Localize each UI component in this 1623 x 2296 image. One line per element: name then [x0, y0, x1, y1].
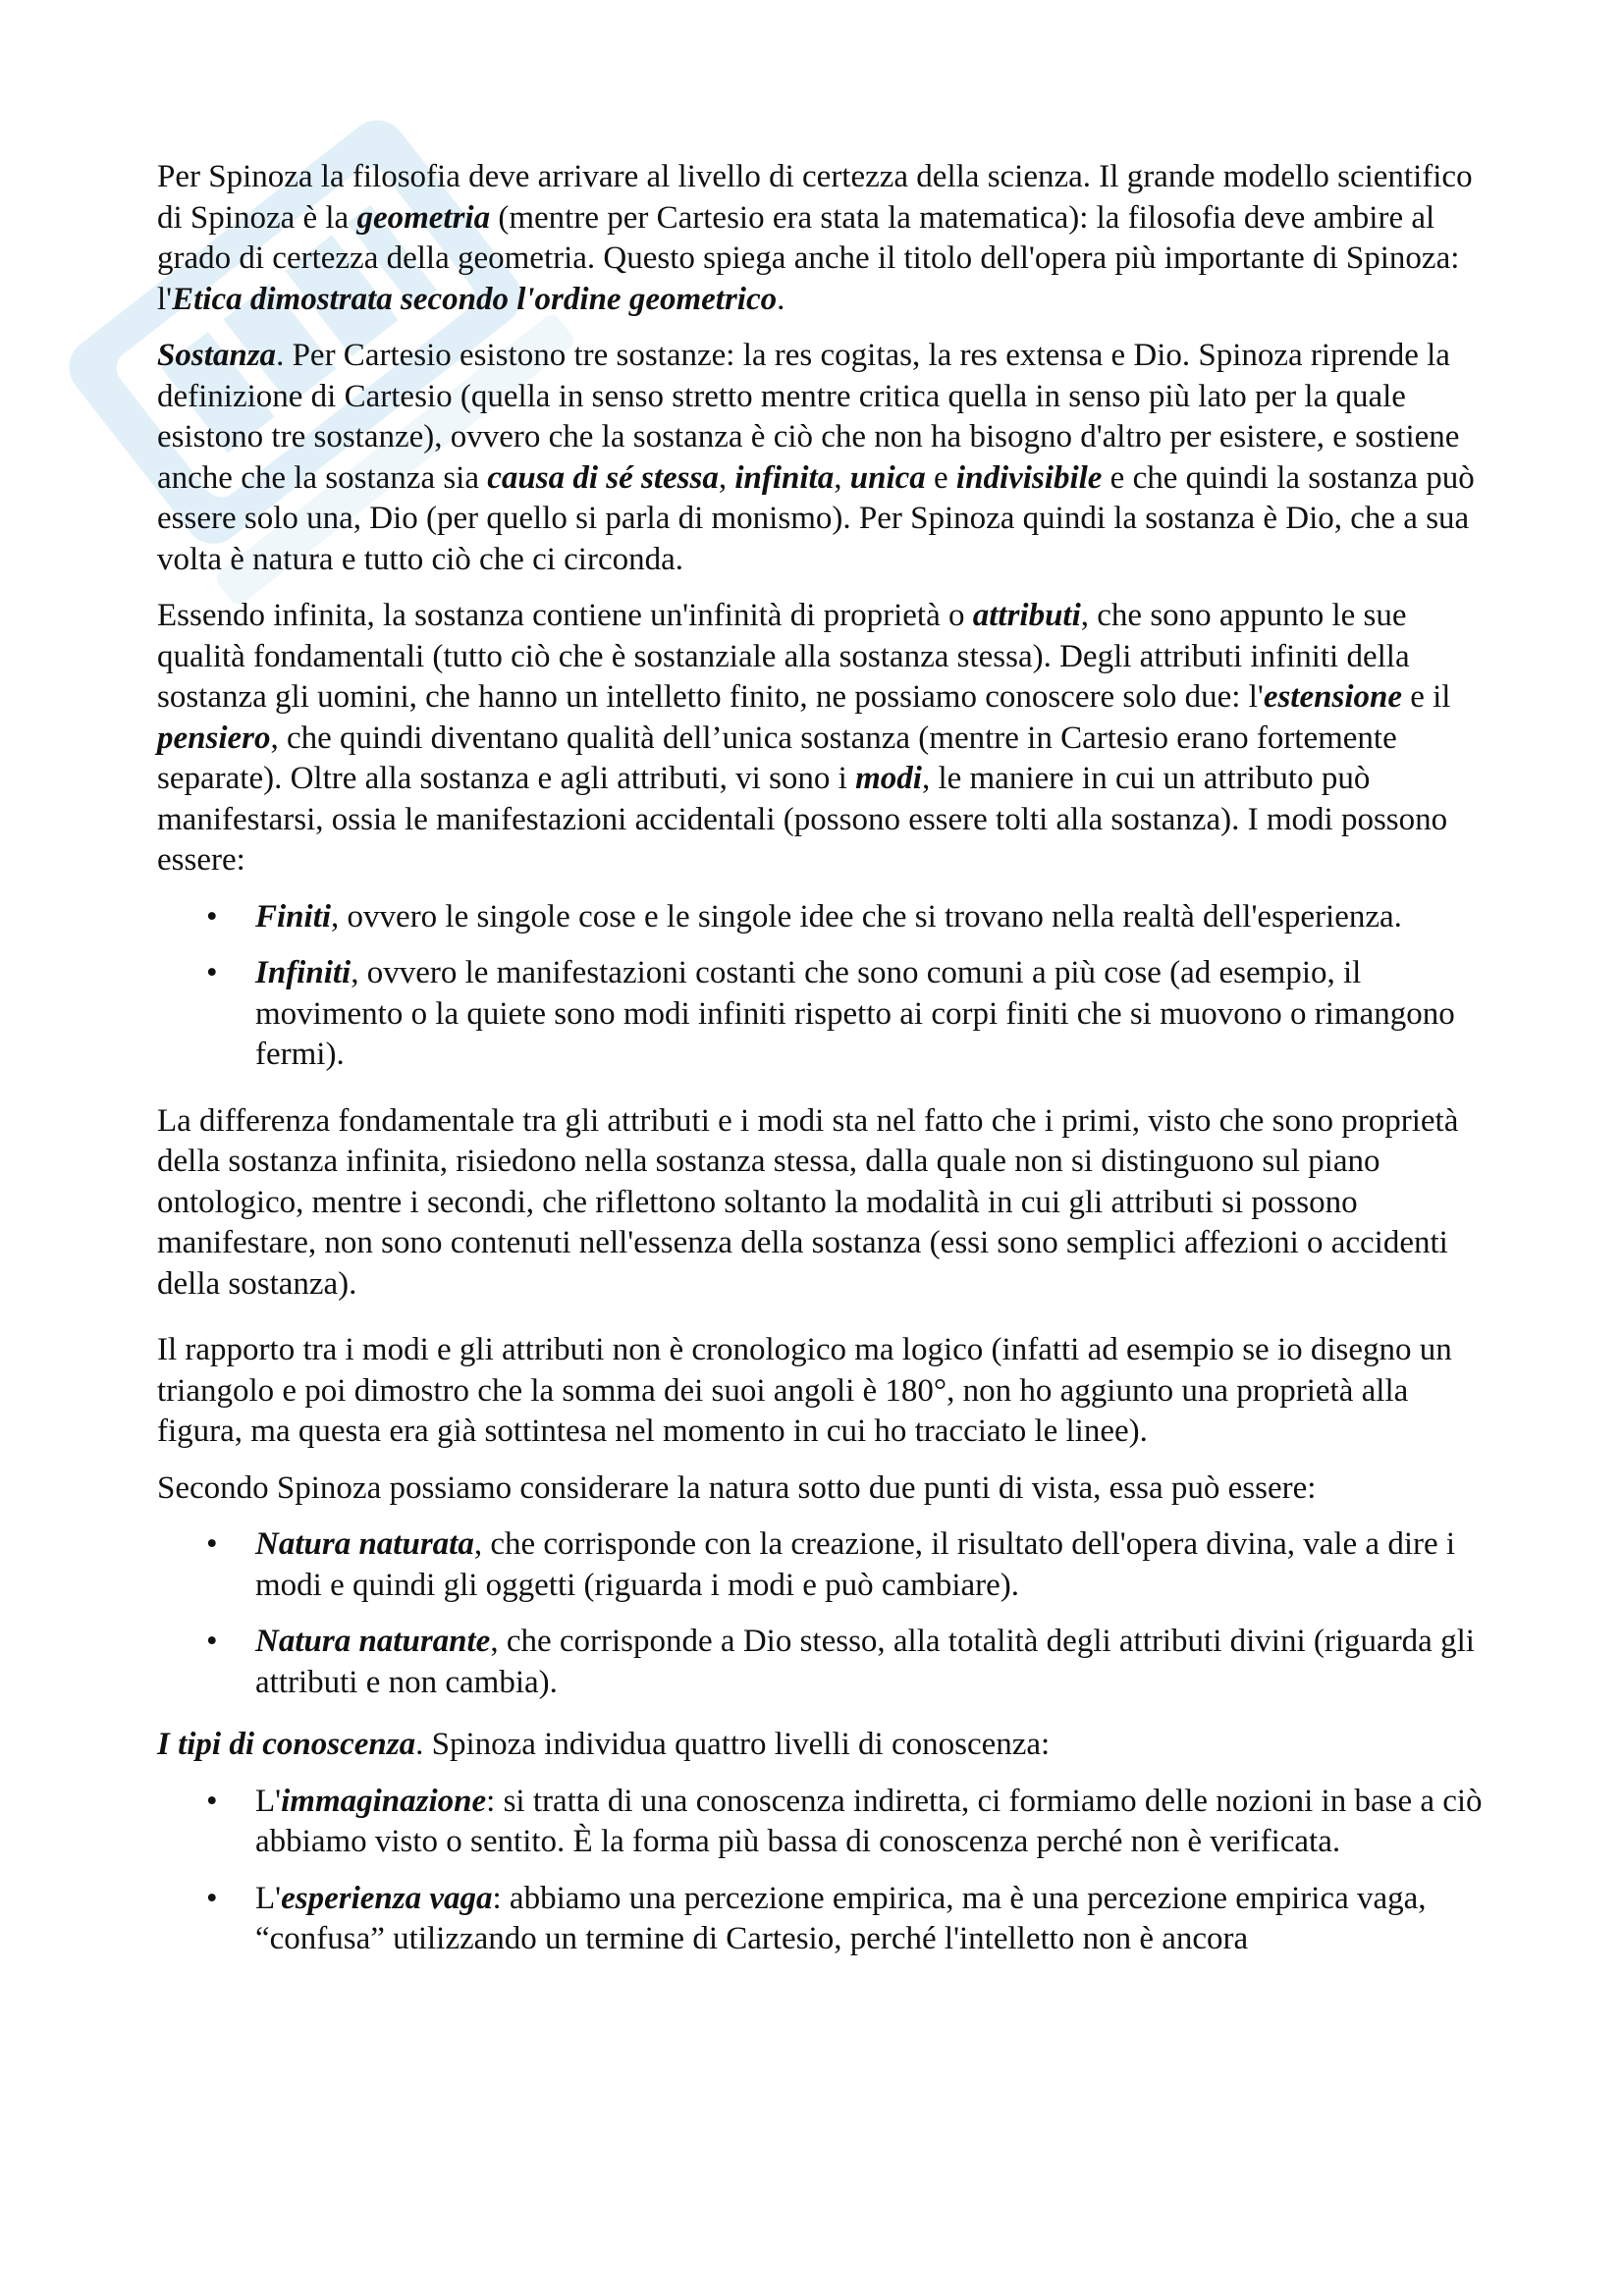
list-item-text: , che corrisponde con la creazione, il risultato dell'opera divina, vale a dire i modi e quindi gli oggetti (riguarda i modi e può cambiare). — [255, 1526, 1456, 1603]
text: , che quindi diventano qualità dell’unica sostanza (mentre in Cartesio erano fortemente separate). Oltre alla sostanza e agli attributi, vi sono i — [157, 720, 1397, 796]
term-etica: Etica dimostrata secondo l'ordine geometrico — [172, 281, 778, 317]
list-item — [157, 1782, 1492, 1863]
paragraph-differenza: La differenza fondamentale tra gli attributi e i modi sta nel fatto che i primi, visto che sono proprietà della sostanza infinita, risiedono nella sostanza stessa, dalla quale non si distinguono sul piano ontologico, mentre i secondi, che riflettono soltanto la modalità in cui gli attributi si possono manifestare, non sono contenuti nell'essenza della sostanza (essi sono semplici affezioni o accidenti della sostanza). — [157, 1102, 1459, 1302]
list-item-term: immaginazione — [281, 1783, 487, 1819]
list-item — [157, 1879, 1492, 1960]
text: , che sono appunto le sue qualità fondamentali (tutto ciò che è sostanziale alla sostanza stessa). Degli attributi infiniti della sostanza gli uomini, che hanno un intelletto finito, ne possiamo conoscere solo due: l' — [157, 598, 1410, 715]
list-item-term: esperienza vaga — [281, 1880, 493, 1916]
paragraph-natura: Secondo Spinoza possiamo considerare la natura sotto due punti di vista, essa può essere: — [157, 1469, 1317, 1506]
text: . Per Cartesio esistono tre sostanze: la res cogitas, la res extensa e Dio. Spinoza riprende la definizione di Cartesio (quella in senso stretto mentre critica quella in senso più lato per la quale esistono tre sostanze), ovvero che la sostanza è ciò che non ha bisogno d'altro per esistere, e sostiene anche che la sostanza sia — [157, 338, 1460, 496]
text: Essendo infinita, la sostanza contiene un'infinità di proprietà o — [157, 598, 973, 633]
paragraph-attributi — [157, 596, 1492, 881]
paragraph-sostanza — [157, 336, 1492, 580]
term-attributi: attributi — [972, 598, 1081, 633]
list-conoscenza — [157, 1782, 1492, 1960]
paragraph-conoscenza — [157, 1725, 1492, 1766]
text: , le maniere in cui un attributo può manifestarsi, ossia le manifestazioni accidentali (possono essere tolti alla sostanza). I modi possono essere: — [157, 761, 1448, 878]
heading-sostanza: Sostanza — [157, 338, 277, 373]
list-item-prefix: L' — [255, 1880, 282, 1916]
text: e — [925, 459, 956, 496]
term-infinita: infinita — [734, 459, 835, 496]
list-item-text: , ovvero le singole cose e le singole idee che si trovano nella realtà dell'esperienza. — [331, 898, 1402, 934]
term-estensione: estensione — [1263, 679, 1402, 715]
list-item-term: Natura naturante — [255, 1624, 491, 1659]
text: , — [718, 459, 735, 496]
paragraph-intro — [157, 157, 1492, 320]
text: . — [777, 281, 785, 317]
list-item — [157, 1622, 1492, 1703]
term-modi: modi — [855, 761, 922, 796]
term-indivisibile: indivisibile — [955, 459, 1103, 496]
list-item-text: , ovvero le manifestazioni costanti che sono comuni a più cose (ad esempio, il movimento o la quiete sono modi infiniti rispetto ai corpi finiti che si muovono o rimangono fermi). — [255, 955, 1455, 1072]
list-item-text: : abbiamo una percezione empirica, ma è una percezione empirica vaga, “confusa” utilizzando un termine di Cartesio, perché l'intelletto non è ancora — [255, 1880, 1427, 1956]
text: . Spinoza individua quattro livelli di conoscenza: — [415, 1727, 1051, 1762]
list-item — [157, 953, 1492, 1076]
list-item-term: Finiti — [255, 898, 332, 934]
document-body — [157, 157, 1492, 1982]
term-causa-di-se: causa di sé stessa — [487, 459, 719, 496]
list-item — [157, 897, 1492, 938]
text: (mentre per Cartesio era stata la matematica): la filosofia deve ambire al grado di certezza della geometria. Questo spiega anche il titolo dell'opera più importante di Spinoza: l' — [157, 199, 1460, 317]
term-unica: unica — [849, 459, 926, 496]
list-natura — [157, 1524, 1492, 1703]
heading-tipi-di-conoscenza: I tipi di conoscenza — [157, 1727, 416, 1762]
list-modi — [157, 897, 1492, 1076]
text: , — [834, 459, 850, 496]
list-item-text: , che corrisponde a Dio stesso, alla totalità degli attributi divini (riguarda gli attributi e non cambia). — [255, 1624, 1475, 1700]
text: e il — [1401, 679, 1451, 715]
list-item — [157, 1524, 1492, 1606]
list-item-prefix: L' — [255, 1783, 282, 1819]
list-item-term: Infiniti — [255, 955, 352, 990]
term-pensiero: pensiero — [157, 720, 271, 756]
text: Per Spinoza la filosofia deve arrivare al livello di certezza della scienza. Il grande modello scientifico di Spinoza è la — [157, 159, 1473, 236]
text: e che quindi la sostanza può essere solo una, Dio (per quello si parla di monismo). Per Spinoza quindi la sostanza è Dio, che a sua volta è natura e tutto ciò che ci circonda. — [157, 459, 1475, 577]
list-item-text: : si tratta di una conoscenza indiretta, ci formiamo delle nozioni in base a ciò abbiamo visto o sentito. È la forma più bassa di conoscenza perché non è verificata. — [255, 1783, 1483, 1859]
list-item-term: Natura naturata — [255, 1526, 474, 1562]
term-geometria: geometria — [356, 199, 491, 236]
paragraph-rapporto: Il rapporto tra i modi e gli attributi non è cronologico ma logico (infatti ad esempio se io disegno un triangolo e poi dimostro che la somma dei suoi angoli è 180°, non ho aggiunto una proprietà alla figura, ma questa era già sottintesa nel momento in cui ho tracciato le linee). — [157, 1332, 1452, 1449]
